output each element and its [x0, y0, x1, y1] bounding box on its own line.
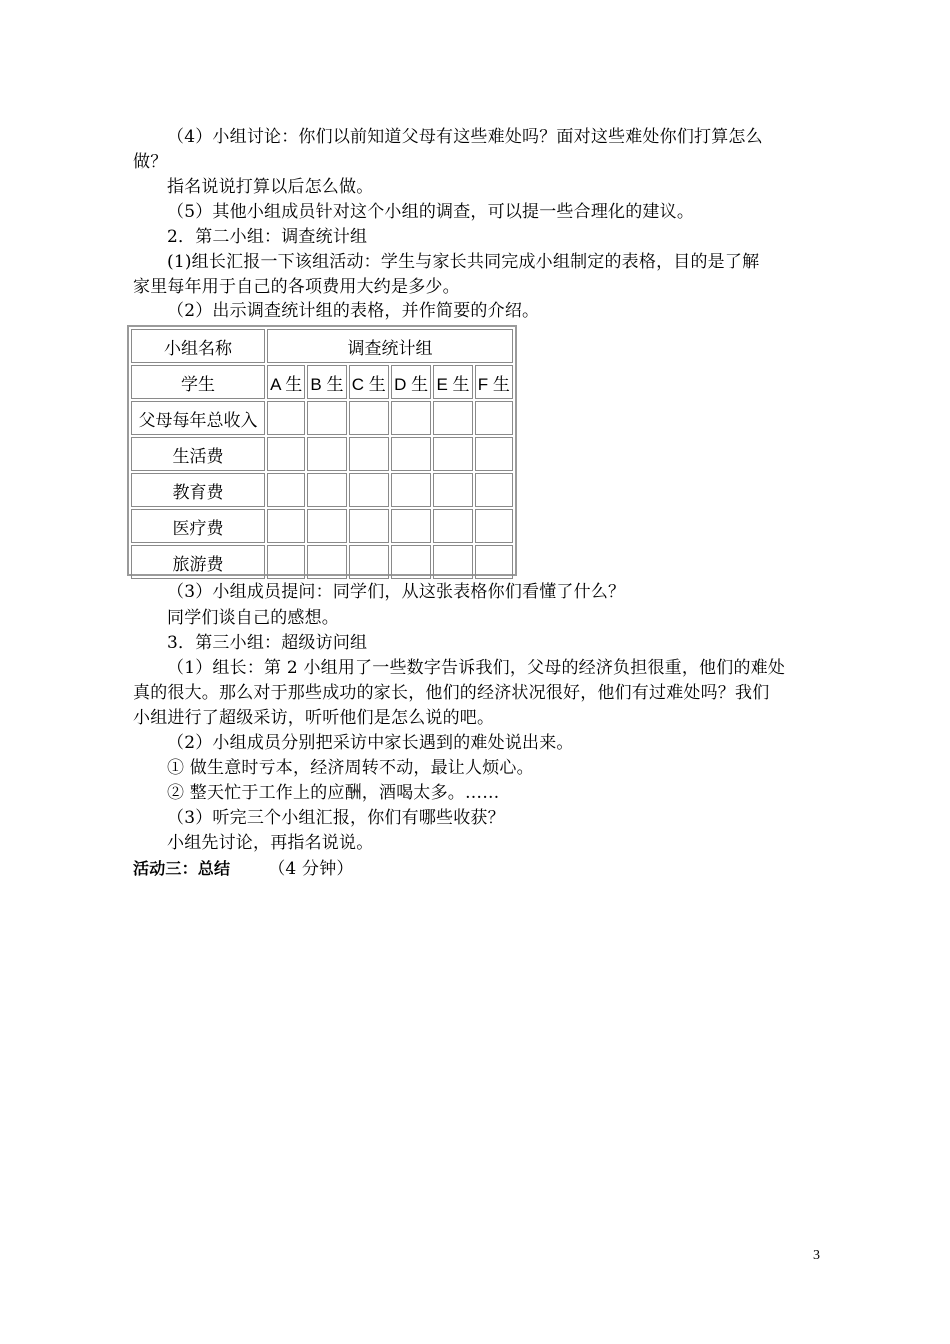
- empty-cell: [391, 437, 431, 471]
- student-cell: B 生: [307, 365, 346, 399]
- empty-cell: [433, 545, 472, 579]
- row-label: 旅游费: [131, 545, 265, 579]
- empty-cell: [307, 509, 346, 543]
- student-cell: E 生: [433, 365, 472, 399]
- paragraph: 同学们谈自己的感想。: [167, 608, 339, 628]
- row-label: 生活费: [131, 437, 265, 471]
- activity-title: 活动三：总结: [133, 859, 231, 878]
- table-header-label: 小组名称: [131, 329, 265, 363]
- survey-table: [127, 325, 517, 576]
- empty-cell: [433, 437, 472, 471]
- empty-cell: [391, 401, 431, 435]
- empty-cell: [349, 437, 389, 471]
- empty-cell: [267, 437, 305, 471]
- empty-cell: [475, 509, 513, 543]
- empty-cell: [307, 473, 346, 507]
- student-cell: F 生: [475, 365, 513, 399]
- empty-cell: [433, 473, 472, 507]
- student-cell: C 生: [349, 365, 389, 399]
- empty-cell: [475, 545, 513, 579]
- paragraph: 小组进行了超级采访，听听他们是怎么说的吧。: [133, 708, 495, 728]
- empty-cell: [433, 509, 472, 543]
- paragraph: （3）小组成员提问：同学们，从这张表格你们看懂了什么？: [167, 582, 626, 602]
- table-row: [131, 509, 513, 543]
- empty-cell: [267, 509, 305, 543]
- empty-cell: [391, 473, 431, 507]
- list-item: ② 整天忙于工作上的应酬，酒喝太多。……: [167, 783, 500, 803]
- paragraph: (1)组长汇报一下该组活动：学生与家长共同完成小组制定的表格，目的是了解: [167, 252, 760, 272]
- paragraph: 做？: [133, 152, 168, 172]
- table-row: [131, 401, 513, 435]
- paragraph: （5）其他小组成员针对这个小组的调查，可以提一些合理化的建议。: [167, 202, 695, 222]
- empty-cell: [475, 473, 513, 507]
- student-cell: A 生: [267, 365, 305, 399]
- student-label: 学生: [131, 365, 265, 399]
- paragraph: （2）小组成员分别把采访中家长遇到的难处说出来。: [167, 733, 574, 753]
- empty-cell: [267, 473, 305, 507]
- empty-cell: [391, 545, 431, 579]
- paragraph: 家里每年用于自己的各项费用大约是多少。: [133, 277, 460, 297]
- section-heading: 2．第二小组：调查统计组: [167, 227, 368, 247]
- empty-cell: [307, 545, 346, 579]
- row-label: 医疗费: [131, 509, 265, 543]
- paragraph: 真的很大。那么对于那些成功的家长，他们的经济状况很好，他们有过难处吗？我们: [133, 683, 770, 703]
- paragraph: 小组先讨论，再指名说说。: [167, 833, 374, 853]
- empty-cell: [307, 437, 346, 471]
- activity-heading: [133, 856, 823, 882]
- table-row: [131, 437, 513, 471]
- paragraph: 指名说说打算以后怎么做。: [167, 177, 374, 197]
- student-cell: D 生: [391, 365, 431, 399]
- empty-cell: [307, 401, 346, 435]
- empty-cell: [475, 401, 513, 435]
- empty-cell: [267, 401, 305, 435]
- empty-cell: [349, 509, 389, 543]
- row-label: 教育费: [131, 473, 265, 507]
- paragraph: （3）听完三个小组汇报，你们有哪些收获？: [167, 808, 505, 828]
- empty-cell: [475, 437, 513, 471]
- empty-cell: [267, 545, 305, 579]
- paragraph: （1）组长：第 2 小组用了一些数字告诉我们，父母的经济负担很重，他们的难处: [167, 658, 786, 678]
- page-number: 3: [813, 1248, 820, 1263]
- section-heading: 3．第三小组：超级访问组: [167, 633, 368, 653]
- activity-duration: （4 分钟）: [268, 859, 354, 879]
- table-row: [131, 329, 513, 363]
- table-row: [131, 365, 513, 399]
- empty-cell: [433, 401, 472, 435]
- table-row: [131, 473, 513, 507]
- empty-cell: [349, 545, 389, 579]
- paragraph: （4）小组讨论：你们以前知道父母有这些难处吗？面对这些难处你们打算怎么: [167, 127, 763, 147]
- empty-cell: [349, 401, 389, 435]
- table-row: [131, 545, 513, 579]
- list-item: ① 做生意时亏本，经济周转不动，最让人烦心。: [167, 758, 534, 778]
- empty-cell: [391, 509, 431, 543]
- paragraph: （2）出示调查统计组的表格，并作简要的介绍。: [167, 301, 540, 321]
- survey-table-grid: [129, 327, 515, 581]
- table-header-value: 调查统计组: [267, 329, 513, 363]
- empty-cell: [349, 473, 389, 507]
- row-label: 父母每年总收入: [131, 401, 265, 435]
